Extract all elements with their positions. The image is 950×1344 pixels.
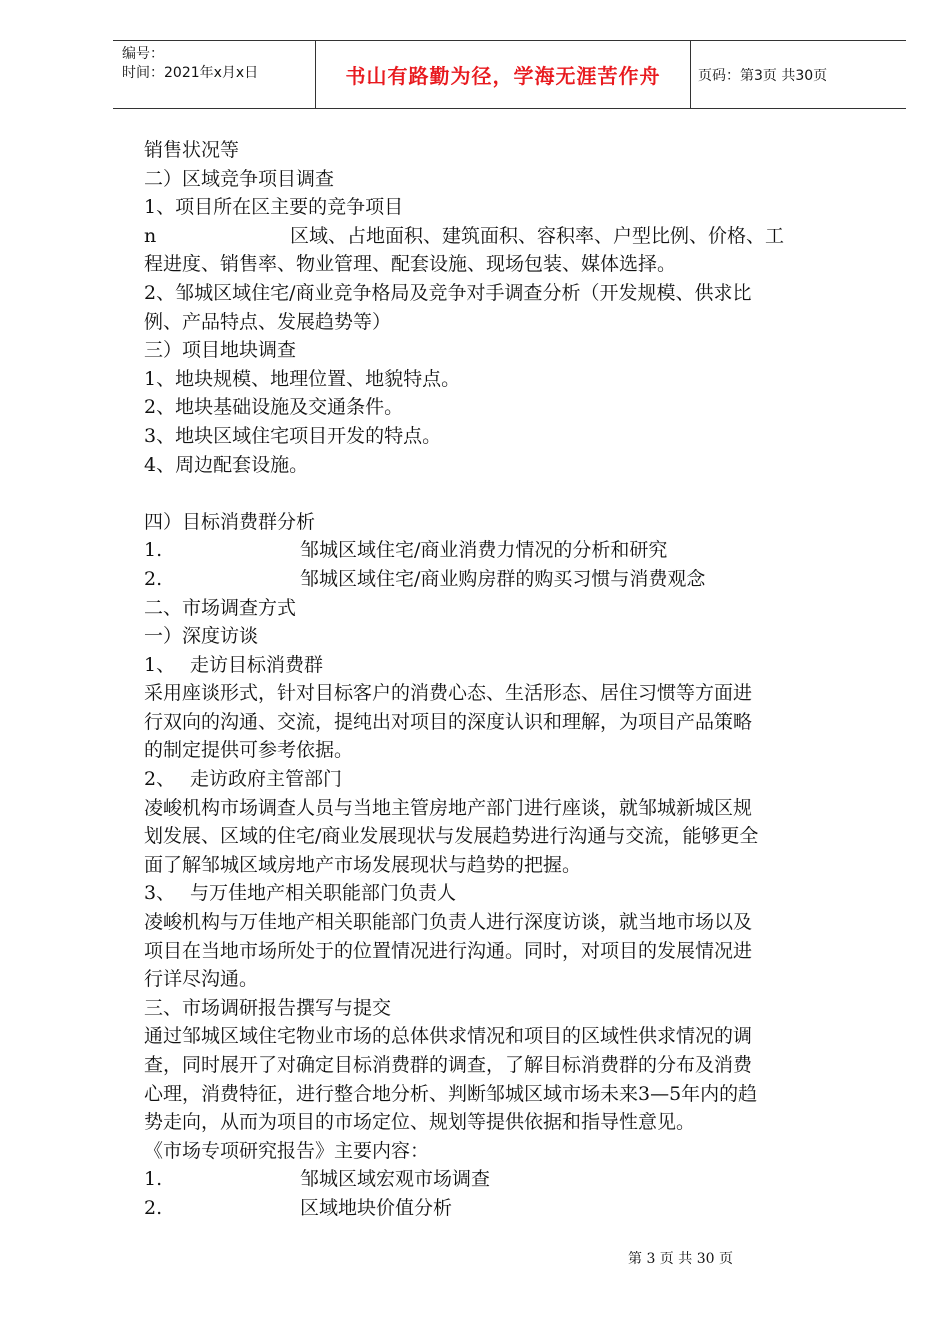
item-number: 1. <box>144 1168 163 1191</box>
numbered-line <box>144 651 874 680</box>
text-line: 1、项目所在区主要的竞争项目 <box>144 196 404 219</box>
item-text: 与万佳地产相关职能部门负责人 <box>190 882 457 905</box>
text-line: 面了解邹城区域房地产市场发展现状与趋势的把握。 <box>144 853 582 876</box>
text-line: 《市场专项研究报告》主要内容： <box>144 1139 430 1162</box>
section-heading: 三、市场调研报告撰写与提交 <box>144 996 392 1019</box>
item-text: 邹城区域宏观市场调查 <box>300 1168 491 1191</box>
text-line: 销售状况等 <box>144 139 240 161</box>
page-code: 页码：第3页 共30页 <box>698 67 828 84</box>
item-number: 3、 <box>144 882 176 905</box>
item-text: 邹城区域住宅/商业消费力情况的分析和研究 <box>300 539 668 562</box>
item-number: 2. <box>144 567 163 590</box>
page-footer: 第 3 页 共 30 页 <box>628 1251 733 1267</box>
text-line: 采用座谈形式，针对目标客户的消费心态、生活形态、居住习惯等方面进 <box>144 682 753 705</box>
document-body <box>144 136 874 1223</box>
item-number: 1. <box>144 539 163 562</box>
text-line: 划发展、区域的住宅/商业发展现状与发展趋势进行沟通与交流，能够更全 <box>144 825 759 848</box>
item-text: 区域地块价值分析 <box>300 1196 453 1219</box>
text-line: 2、地块基础设施及交通条件。 <box>144 396 404 419</box>
text-line: 项目在当地市场所处于的位置情况进行沟通。同时，对项目的发展情况进 <box>144 939 753 962</box>
bullet-line <box>144 222 874 251</box>
numbered-line <box>144 565 874 594</box>
section-heading: 二）区域竞争项目调查 <box>144 167 335 190</box>
header-motto-cell <box>316 41 691 108</box>
text-line: 通过邹城区域住宅物业市场的总体供求情况和项目的区域性供求情况的调 <box>144 1025 753 1048</box>
header-page-cell <box>691 41 906 108</box>
time-label: 时间：2021年x月x日 <box>122 65 259 81</box>
blank-line <box>144 479 874 508</box>
item-text: 走访政府主管部门 <box>190 768 343 791</box>
text-line: 2、邹城区域住宅/商业竞争格局及竞争对手调查分析（开发规模、供求比 <box>144 281 752 304</box>
section-heading: 四）目标消费群分析 <box>144 510 316 533</box>
section-heading: 二、市场调查方式 <box>144 596 297 619</box>
section-heading: 一）深度访谈 <box>144 625 259 648</box>
numbered-line <box>144 765 874 794</box>
text-line: 查，同时展开了对确定目标消费群的调查，了解目标消费群的分布及消费 <box>144 1054 753 1076</box>
motto: 书山有路勤为径，学海无涯苦作舟 <box>345 64 661 88</box>
numbered-line <box>144 1194 874 1223</box>
text-line: 行双向的沟通、交流，提纯出对项目的深度认识和理解，为项目产品策略 <box>144 710 753 733</box>
item-text: 邹城区域住宅/商业购房群的购买习惯与消费观念 <box>300 567 706 590</box>
item-number: 2、 <box>144 768 176 791</box>
number-label: 编号： <box>122 46 164 62</box>
bullet-marker: n <box>144 224 157 247</box>
numbered-line <box>144 1165 874 1194</box>
numbered-line <box>144 879 874 908</box>
text-line: 行详尽沟通。 <box>144 968 259 991</box>
bullet-text: 区域、占地面积、建筑面积、容积率、户型比例、价格、工 <box>290 224 785 247</box>
header-meta <box>113 41 316 108</box>
text-line: 例、产品特点、发展趋势等） <box>144 310 392 333</box>
numbered-line <box>144 536 874 565</box>
text-line: 4、周边配套设施。 <box>144 453 309 476</box>
text-line: 1、地块规模、地理位置、地貌特点。 <box>144 367 461 390</box>
item-text: 走访目标消费群 <box>190 653 324 676</box>
item-number: 2. <box>144 1196 163 1219</box>
text-line: 凌峻机构市场调查人员与当地主管房地产部门进行座谈，就邹城新城区规 <box>144 796 753 819</box>
text-line: 的制定提供可参考依据。 <box>144 739 354 762</box>
text-line: 心理，消费特征，进行整合地分析、判断邹城区域市场未来3—5年内的趋 <box>144 1082 758 1105</box>
item-number: 1、 <box>144 653 176 676</box>
text-line: 势走向，从而为项目的市场定位、规划等提供依据和指导性意见。 <box>144 1111 696 1134</box>
text-line: 凌峻机构与万佳地产相关职能部门负责人进行深度访谈，就当地市场以及 <box>144 911 753 934</box>
page-header <box>113 40 906 109</box>
text-line: 3、地块区域住宅项目开发的特点。 <box>144 424 442 447</box>
section-heading: 三）项目地块调查 <box>144 339 297 362</box>
text-line: 程进度、销售率、物业管理、配套设施、现场包装、媒体选择。 <box>144 253 677 276</box>
